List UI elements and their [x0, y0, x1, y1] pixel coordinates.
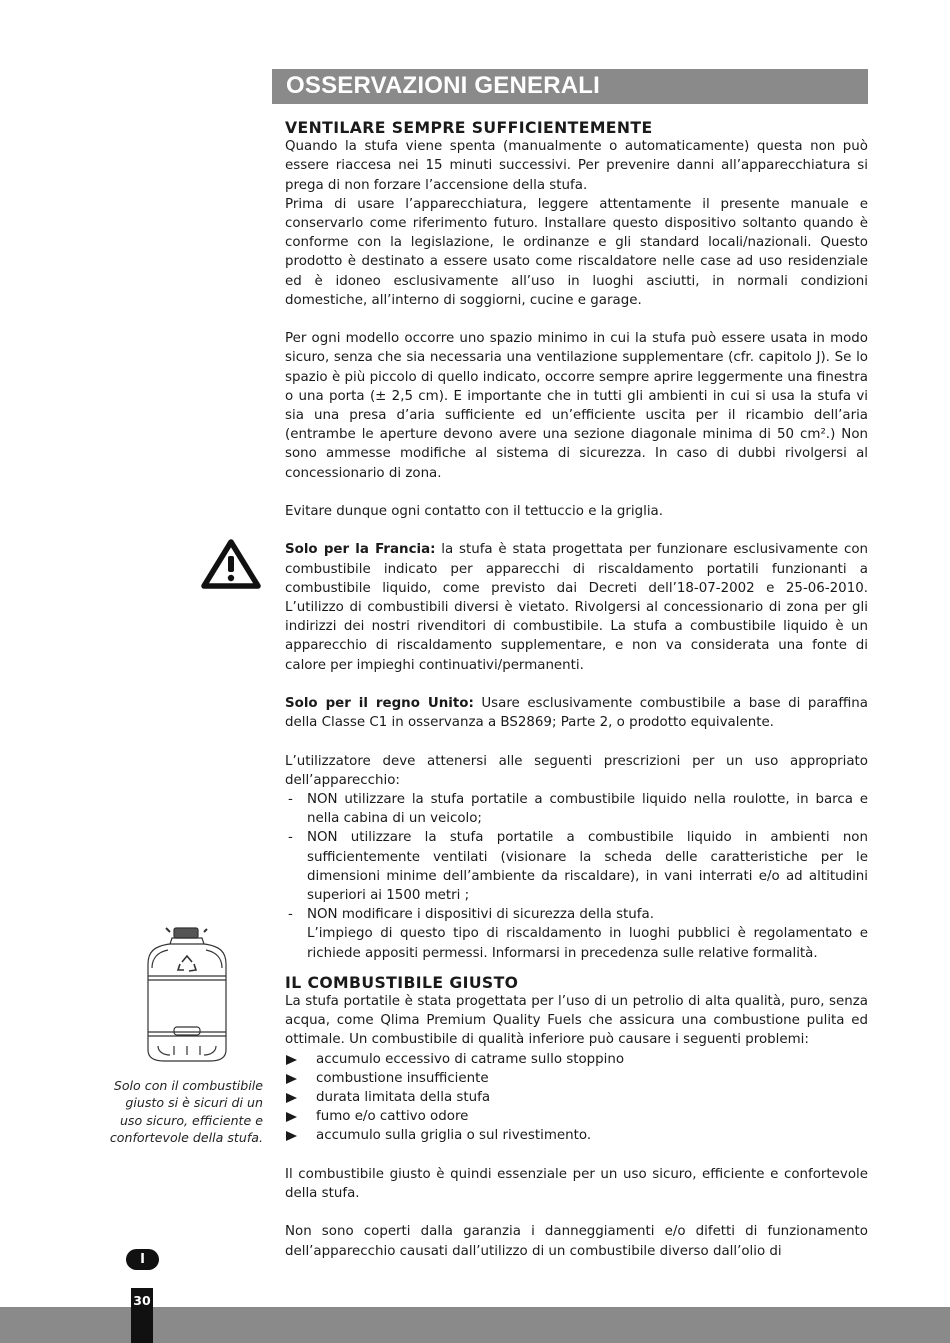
main-content [285, 118, 868, 1261]
france-note [285, 540, 868, 674]
bullet-arrow-icon [286, 1074, 297, 1084]
dash-mark: - [288, 907, 293, 923]
list-item-note: L’impiego di questo tipo di riscaldamento in luoghi pubblici è regolamentato e richiede appositi permessi. Informarsi in precedenza sulle relative formalità. [307, 926, 868, 961]
paragraph: Prima di usare l’apparecchiatura, leggere attentamente il presente manuale e conservarlo come riferimento futuro. Installare questo dispositivo soltanto quando è conforme con la legislazione, le ordinanze e gli standard locali/nazionali. Questo prodotto è destinato a essere usato come riscaldatore nelle case ad uso residenziale ed è idoneo esclusivamente all’uso in luoghi asciutti, in normali condizioni domestiche, all’interno di soggiorni, cucine e garage. [285, 196, 868, 308]
bullet-arrow-icon [286, 1055, 297, 1065]
section-title-fuel: IL COMBUSTIBILE GIUSTO [285, 972, 519, 992]
dash-mark: - [288, 792, 293, 808]
list-item: - NON utilizzare la stufa portatile a combustibile liquido in ambienti non sufficientemente ventilati (visionare la scheda delle caratteristiche per le dimensioni minime dell’ambiente da riscaldare), in vani interrati e/o ad altitudini superiori ai 1500 metri ; [288, 830, 868, 904]
uk-note [285, 694, 868, 732]
rules-list [285, 790, 868, 963]
france-label: Solo per la Francia: [285, 542, 436, 558]
section-title-ventilation: VENTILARE SEMPRE SUFFICIENTEMENTE [285, 118, 653, 137]
list-item: accumulo eccessivo di catrame sullo stoppino [285, 1050, 868, 1069]
paragraph: La stufa portatile è stata progettata per l’uso di un petrolio di alta qualità, puro, senza acqua, come Qlima Premium Quality Fuels che assicura una combustione pulita ed ottimale. Un combustibile di qualità inferiore può causare i seguenti problemi: [285, 994, 868, 1048]
bullet-arrow-icon [286, 1093, 297, 1103]
list-item: - NON modificare i dispositivi di sicurezza della stufa. [285, 905, 868, 924]
paragraph: Il combustibile giusto è quindi essenziale per un uso sicuro, efficiente e confortevole della stufa. [285, 1166, 868, 1202]
france-text: la stufa è stata progettata per funzionare esclusivamente con combustibile indicato per apparecchi di riscaldamento portatili funzionanti a combustibile liquido, come previsto dai Decreti dell’18-07-2002 e 25-06-2010. L’utilizzo di combustibili diversi è vietato. Rivolgersi al concessionario di zona per gli indirizzi dei nostri rivenditori di combustibile. La stufa a combustibile liquido è un apparecchio di riscaldamento supplementare, e non va considerata una fonte di calore per impieghi continuativi/permanenti. [285, 542, 868, 673]
bullet-arrow-icon [286, 1131, 297, 1141]
list-item: - NON utilizzare la stufa portatile a combustibile liquido nella roulotte, in barca e nella cabina di un veicolo; [288, 792, 868, 827]
language-badge: I [126, 1249, 159, 1270]
bullet-arrow-icon [286, 1112, 297, 1122]
section-header-bar [272, 69, 868, 104]
page-number: 30 [133, 1293, 151, 1308]
problems-list [285, 1050, 868, 1146]
list-item: accumulo sulla griglia o sul rivestimento. [285, 1126, 868, 1145]
list-item: combustione insufficiente [285, 1069, 868, 1088]
paragraph: Evitare dunque ogni contatto con il tettuccio e la griglia. [285, 504, 663, 520]
warning-triangle-icon [201, 539, 261, 589]
paragraph: Quando la stufa viene spenta (manualmente o automaticamente) questa non può essere riaccesa nei 15 minuti successivi. Per prevenire danni all’apparecchiatura si prega di non forzare l’accensione della stufa. [285, 139, 868, 193]
uk-text: Usare esclusivamente combustibile a base di paraffina della Classe C1 in osservanza a BS2869; Parte 2, o prodotto equivalente. [285, 696, 868, 731]
paragraph: Non sono coperti dalla garanzia i danneggiamenti e/o difetti di funzionamento dell’apparecchio causati dall’utilizzo di un combustibile diverso dall’olio di [285, 1224, 868, 1259]
list-item: fumo e/o cattivo odore [285, 1107, 868, 1126]
paragraph: L’utilizzatore deve attenersi alle seguenti prescrizioni per un uso appropriato dell’apparecchio: [285, 753, 868, 788]
uk-label: Solo per il regno Unito: [285, 696, 474, 712]
list-item: durata limitata della stufa [285, 1088, 868, 1107]
page-title: OSSERVAZIONI GENERALI [286, 72, 601, 99]
page-number-box [131, 1288, 153, 1343]
paragraph: Per ogni modello occorre uno spazio minimo in cui la stufa può essere usata in modo sicuro, senza che sia necessaria una ventilazione supplementare (cfr. capitolo J). Se lo spazio è più piccolo di quello indicato, occorre sempre aprire leggermente una finestra o una porta (± 2,5 cm). E importante che in tutti gli ambienti in cui si usa la stufa vi sia una presa d’aria sufficiente ed un’efficiente uscita per il ricambio dell’aria (entrambe le aperture devono avere una sezione diagonale minima di 50 cm².) Non sono ammesse modifiche al sistema di sicurezza. In caso di dubbi rivolgersi al concessionario di zona. [285, 331, 868, 481]
dash-mark: - [288, 830, 293, 846]
bottle-caption: Solo con il combustibile giusto si è sicuri di un uso sicuro, efficiente e confortevole della stufa. [109, 1078, 263, 1146]
fuel-bottle-icon [144, 924, 230, 1064]
